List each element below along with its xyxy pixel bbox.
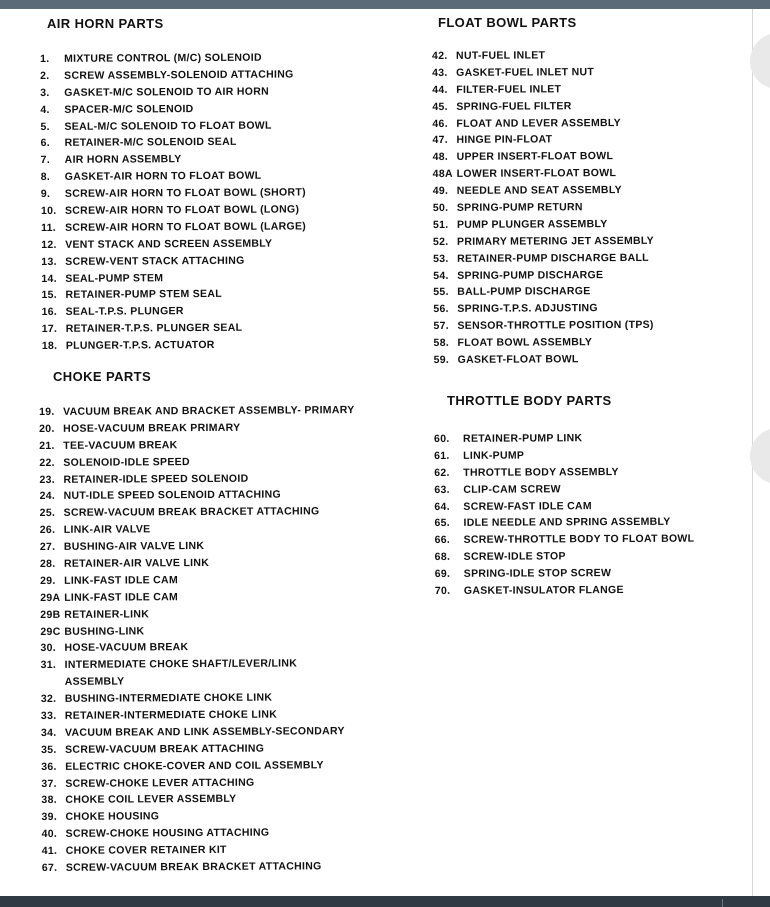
part-list-item [433, 165, 654, 183]
part-list-item [41, 201, 306, 220]
part-number: 36. [41, 760, 57, 773]
part-number: 27. [39, 541, 56, 554]
part-description: SCREW-VACUUM BREAK ATTACHING [65, 742, 265, 756]
part-description: RETAINER-AIR VALVE LINK [63, 556, 210, 570]
part-list-item [40, 554, 356, 573]
part-number: 35. [41, 743, 57, 756]
part-description: LINK-FAST IDLE CAM [64, 590, 179, 604]
part-description: FILTER-FUEL INLET [456, 83, 562, 96]
part-number: 9. [40, 188, 51, 201]
part-list-item [434, 447, 694, 465]
air-horn-parts-list [40, 49, 307, 355]
part-list-item [435, 531, 695, 549]
part-description: SCREW-AIR HORN TO FLOAT BOWL (SHORT) [64, 186, 306, 200]
part-number: 39. [41, 811, 58, 824]
part-list-item [434, 497, 694, 515]
part-description: SCREW-AIR HORN TO FLOAT BOWL (LONG) [64, 203, 300, 217]
part-list-item [41, 168, 306, 187]
part-number: 16. [41, 306, 58, 319]
part-list-item [41, 723, 357, 742]
part-description: BUSHING-LINK [64, 624, 145, 638]
part-list-item [40, 503, 356, 522]
part-list-item [433, 300, 654, 318]
part-list-item [432, 131, 653, 149]
part-list-item [40, 100, 305, 119]
side-nav-button[interactable] [750, 428, 770, 484]
part-number: 56. [433, 303, 449, 316]
part-number: 68. [434, 551, 451, 564]
part-number: 48. [432, 151, 449, 164]
part-list-item [40, 622, 356, 641]
part-number: 59. [433, 353, 450, 367]
part-list-item [40, 588, 356, 607]
part-number: 42. [432, 49, 448, 62]
part-number: 29. [40, 574, 56, 587]
part-description: GASKET-AIR HORN TO FLOAT BOWL [64, 169, 262, 184]
part-number: 57. [433, 320, 449, 333]
part-number: 45. [432, 100, 448, 113]
part-description: SCREW-VACUUM BREAK BRACKET ATTACHING [63, 505, 320, 520]
part-description: RETAINER-PUMP LINK [463, 432, 583, 445]
viewer-bottom-bar [0, 896, 770, 907]
part-description: HINGE PIN-FLOAT [456, 133, 553, 147]
part-list-item [41, 235, 306, 254]
part-description: SPRING-IDLE STOP SCREW [463, 567, 612, 580]
part-number: 70. [434, 584, 451, 598]
part-list-item [433, 216, 654, 234]
part-list-item [41, 655, 357, 674]
part-list-item [42, 858, 358, 877]
part-list-item [434, 514, 694, 532]
part-list-item [432, 81, 653, 99]
float-bowl-parts-list [432, 47, 655, 369]
part-description: SEAL-M/C SOLENOID TO FLOAT BOWL [64, 119, 272, 133]
part-number: 53. [433, 252, 449, 265]
part-list-item [41, 134, 306, 153]
part-list-item [42, 320, 307, 339]
part-description: PLUNGER-T.P.S. ACTUATOR [65, 339, 215, 352]
part-list-item [432, 98, 653, 116]
part-description: SPRING-FUEL FILTER [456, 99, 572, 113]
part-number: 46. [432, 117, 448, 130]
part-number: 20. [39, 422, 55, 435]
part-description: VENT STACK AND SCREEN ASSEMBLY [65, 237, 273, 251]
choke-parts-title: CHOKE PARTS [53, 369, 152, 384]
part-list-item [434, 463, 694, 481]
part-description: LINK-AIR VALVE [63, 523, 151, 537]
part-description: RETAINER-T.P.S. PLUNGER SEAL [65, 322, 243, 336]
part-description: FLOAT AND LEVER ASSEMBLY [456, 116, 621, 130]
part-description: NEEDLE AND SEAT ASSEMBLY [456, 184, 622, 197]
part-number: 1. [40, 52, 50, 65]
part-description: BUSHING-INTERMEDIATE CHOKE LINK [64, 691, 273, 705]
part-list-item [435, 548, 695, 566]
part-number: 54. [433, 269, 449, 282]
part-list-item [42, 303, 307, 322]
part-description: SENSOR-THROTTLE POSITION (TPS) [457, 319, 654, 333]
part-list-item [39, 470, 355, 489]
part-description: BUSHING-AIR VALVE LINK [63, 540, 205, 553]
part-description: HOSE-VACUUM BREAK PRIMARY [63, 421, 241, 435]
part-number: 10. [40, 204, 57, 218]
part-list-item [39, 402, 355, 421]
part-number: 14. [41, 272, 57, 285]
part-number: 5. [40, 120, 50, 133]
part-number: 48A [432, 168, 453, 181]
part-number: 58. [433, 337, 450, 350]
bottom-toolbar-divider [722, 899, 751, 907]
part-description: RETAINER-PUMP DISCHARGE BALL [457, 251, 649, 265]
part-description: SPACER-M/C SOLENOID [64, 102, 194, 116]
part-list-item [40, 117, 305, 136]
part-list-item [41, 252, 306, 271]
part-number: 67. [41, 861, 58, 875]
part-description: SCREW ASSEMBLY-SOLENOID ATTACHING [64, 68, 294, 82]
throttle-body-parts-list [434, 430, 695, 600]
part-description: GASKET-M/C SOLENOID TO AIR HORN [64, 85, 270, 99]
part-description: SPRING-T.P.S. ADJUSTING [457, 302, 598, 316]
part-number: 29A [40, 591, 61, 604]
choke-parts-list [39, 402, 357, 877]
part-number: 11. [41, 221, 57, 234]
part-list-item [433, 148, 654, 166]
part-list-item [40, 605, 356, 624]
part-description: LINK-PUMP [463, 449, 525, 462]
part-list-item [41, 791, 357, 810]
part-description: SOLENOID-IDLE SPEED [63, 455, 190, 469]
part-list-item [433, 199, 654, 217]
part-list-item [432, 114, 653, 132]
part-number: 47. [432, 134, 449, 147]
next-page-button[interactable] [750, 33, 770, 89]
part-description: GASKET-INSULATOR FLANGE [463, 584, 624, 597]
part-number: 50. [432, 201, 449, 215]
part-number: 13. [41, 255, 57, 268]
part-description: TEE-VACUUM BREAK [63, 438, 178, 452]
part-description: BALL-PUMP DISCHARGE [457, 285, 591, 299]
part-list-item [434, 480, 694, 498]
part-number: 49. [432, 185, 449, 198]
part-description: RETAINER-INTERMEDIATE CHOKE LINK [64, 708, 278, 722]
part-list-item [41, 807, 357, 826]
part-description: CHOKE HOUSING [65, 810, 160, 824]
part-description: SCREW-IDLE STOP [463, 550, 566, 564]
part-number: 29B [40, 608, 61, 621]
part-list-item [40, 639, 356, 658]
part-description: UPPER INSERT-FLOAT BOWL [456, 150, 614, 164]
part-number: 63. [434, 483, 450, 496]
part-description: RETAINER-M/C SOLENOID SEAL [64, 136, 237, 150]
part-number: 65. [434, 517, 451, 530]
part-list-item [42, 841, 358, 860]
part-list-item [434, 334, 655, 352]
part-list-item [41, 757, 357, 776]
part-number: 61. [434, 449, 450, 462]
viewer-top-bar [0, 0, 770, 9]
part-description: ELECTRIC CHOKE-COVER AND COIL ASSEMBLY [65, 758, 324, 773]
part-list-item [41, 774, 357, 793]
part-description: INTERMEDIATE CHOKE SHAFT/LEVER/LINK [64, 657, 298, 672]
part-list-item [39, 419, 355, 438]
part-description: SEAL-T.P.S. PLUNGER [65, 305, 184, 319]
float-bowl-parts-title: FLOAT BOWL PARTS [438, 15, 577, 30]
part-list-item [41, 706, 357, 725]
part-list-item [41, 740, 357, 759]
part-number: 69. [434, 568, 451, 581]
part-list-item [432, 64, 653, 82]
part-list-item [40, 487, 356, 506]
part-list-item [435, 565, 695, 583]
part-description: SPRING-PUMP DISCHARGE [457, 268, 604, 282]
part-description: NUT-IDLE SPEED SOLENOID ATTACHING [63, 488, 281, 503]
part-description: LOWER INSERT-FLOAT BOWL [456, 167, 617, 181]
part-number: 22. [39, 456, 55, 469]
part-list-item [40, 83, 305, 102]
part-list-item [433, 233, 654, 251]
throttle-body-parts-title: THROTTLE BODY PARTS [447, 393, 612, 408]
part-number: 24. [39, 490, 56, 503]
part-number: 18. [41, 340, 58, 353]
part-list-item [39, 436, 355, 455]
part-number: 62. [434, 466, 450, 479]
part-list-item [42, 824, 358, 843]
part-list-item [40, 520, 356, 539]
part-number: 21. [39, 439, 55, 452]
part-number: 7. [40, 154, 51, 167]
part-description: SCREW-CHOKE LEVER ATTACHING [65, 776, 255, 790]
part-description: THROTTLE BODY ASSEMBLY [463, 465, 619, 479]
part-description: GASKET-FLOAT BOWL [457, 353, 579, 366]
part-description: MIXTURE CONTROL (M/C) SOLENOID [64, 51, 262, 65]
part-description: CHOKE COVER RETAINER KIT [65, 844, 227, 858]
part-number: 15. [41, 289, 58, 302]
part-number: 60. [434, 432, 450, 445]
part-description: RETAINER-PUMP STEM SEAL [65, 288, 222, 302]
part-number: 43. [432, 66, 448, 79]
part-description: PRIMARY METERING JET ASSEMBLY [456, 234, 654, 248]
part-number: 29C [40, 625, 61, 638]
part-description: CHOKE COIL LEVER ASSEMBLY [65, 793, 237, 807]
part-number: 26. [39, 524, 56, 537]
part-list-item [41, 672, 357, 691]
part-description: PUMP PLUNGER ASSEMBLY [456, 217, 608, 231]
part-list-item [432, 47, 653, 65]
part-number: 40. [41, 828, 58, 841]
part-list-item [41, 151, 306, 170]
part-description: SEAL-PUMP STEM [65, 271, 164, 285]
part-list-item [40, 49, 305, 68]
part-description: IDLE NEEDLE AND SPRING ASSEMBLY [463, 516, 671, 530]
part-list-item [434, 351, 655, 369]
part-number: 17. [41, 323, 58, 336]
part-number: 55. [433, 286, 449, 299]
part-number: 6. [40, 137, 50, 150]
part-description: LINK-FAST IDLE CAM [64, 574, 179, 587]
part-number: 51. [432, 218, 449, 231]
part-description: SCREW-VACUUM BREAK BRACKET ATTACHING [65, 860, 322, 874]
part-description: AIR HORN ASSEMBLY [64, 153, 182, 167]
part-list-item [40, 571, 356, 590]
part-number: 19. [39, 405, 55, 418]
part-number: 12. [41, 238, 57, 251]
part-list-item [435, 582, 695, 600]
part-number: 64. [434, 500, 450, 513]
part-description: SCREW-VENT STACK ATTACHING [65, 254, 245, 268]
part-list-item [434, 430, 694, 448]
part-description: RETAINER-IDLE SPEED SOLENOID [63, 472, 249, 486]
part-list-item [433, 283, 654, 301]
part-number: 25. [39, 507, 56, 520]
part-description: FLOAT BOWL ASSEMBLY [457, 336, 593, 350]
part-number: 38. [41, 794, 57, 807]
part-number: 2. [40, 69, 50, 82]
part-list-item [41, 185, 306, 204]
part-number: 4. [40, 103, 50, 116]
part-list-item [433, 266, 654, 284]
part-description: HOSE-VACUUM BREAK [64, 641, 189, 655]
part-description: GASKET-FUEL INLET NUT [456, 66, 595, 79]
part-description: SCREW-AIR HORN TO FLOAT BOWL (LARGE) [65, 220, 307, 234]
part-list-item [39, 453, 355, 472]
part-description: VACUUM BREAK AND LINK ASSEMBLY-SECONDARY [64, 725, 345, 739]
part-number: 44. [432, 83, 448, 96]
part-list-item [41, 218, 306, 237]
part-number: 31. [40, 659, 57, 672]
part-number: 37. [41, 777, 57, 790]
part-number: 34. [40, 726, 57, 739]
part-number: 66. [434, 534, 451, 547]
part-list-item [41, 286, 306, 305]
part-description: RETAINER-LINK [64, 608, 150, 621]
part-description: SCREW-FAST IDLE CAM [463, 499, 593, 513]
part-list-item [433, 250, 654, 268]
part-description: SCREW-THROTTLE BODY TO FLOAT BOWL [463, 532, 695, 547]
part-description: SCREW-CHOKE HOUSING ATTACHING [65, 826, 270, 841]
part-list-item [41, 269, 306, 288]
part-description: ASSEMBLY [64, 675, 125, 689]
part-list-item [42, 337, 307, 356]
part-description: VACUUM BREAK AND BRACKET ASSEMBLY- PRIMARY [63, 404, 355, 418]
part-list-item [433, 182, 654, 200]
part-number: 8. [40, 171, 51, 184]
part-number: 28. [39, 557, 56, 571]
part-number: 41. [41, 845, 58, 858]
part-list-item [41, 689, 357, 708]
part-number: 23. [39, 473, 55, 486]
part-number: 32. [40, 693, 57, 706]
part-number: 52. [432, 235, 449, 248]
part-list-item [40, 66, 305, 85]
part-description: CLIP-CAM SCREW [463, 483, 561, 496]
part-number: 30. [40, 642, 57, 655]
part-number: 3. [40, 86, 50, 99]
air-horn-parts-title: AIR HORN PARTS [47, 16, 164, 31]
part-description: NUT-FUEL INLET [456, 49, 546, 62]
part-list-item [40, 537, 356, 556]
part-list-item [433, 317, 654, 335]
part-number: 33. [40, 709, 57, 723]
part-description: SPRING-PUMP RETURN [456, 201, 583, 214]
